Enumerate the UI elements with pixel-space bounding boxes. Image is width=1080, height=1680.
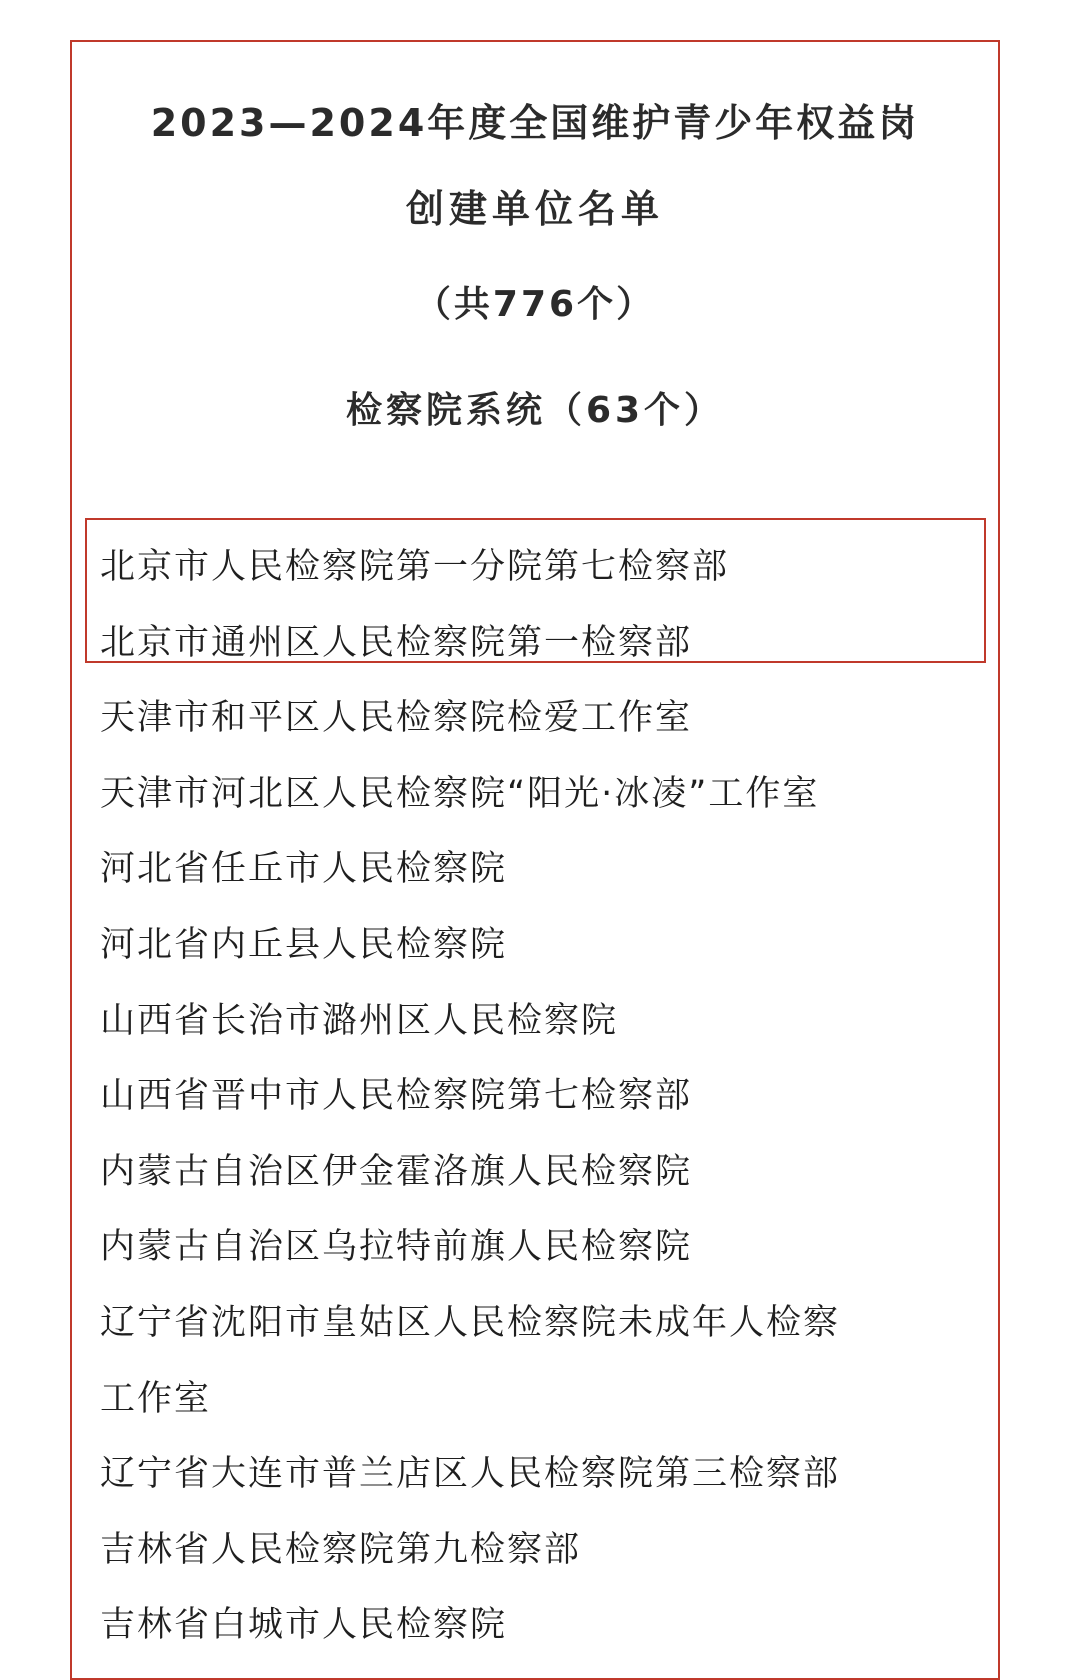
- list-item: 内蒙古自治区乌拉特前旗人民检察院: [100, 1227, 693, 1268]
- list-item: 北京市通州区人民检察院第一检察部: [100, 622, 693, 663]
- list-item: 工作室: [100, 1378, 212, 1419]
- section-heading: 检察院系统（63个）: [345, 390, 725, 431]
- entry-list: [100, 530, 980, 1664]
- list-item: 山西省长治市潞州区人民检察院: [100, 1000, 619, 1041]
- total-count: （共776个）: [414, 284, 656, 325]
- list-item: 天津市河北区人民检察院“阳光·冰凌”工作室: [100, 773, 820, 814]
- title-line-2: 创建单位名单: [405, 187, 664, 231]
- list-item: 天津市和平区人民检察院检爱工作室: [100, 698, 693, 739]
- list-item: 北京市人民检察院第一分院第七检察部: [100, 547, 730, 587]
- list-item: 辽宁省大连市普兰店区人民检察院第三检察部: [100, 1454, 841, 1495]
- list-item: 河北省任丘市人民检察院: [100, 849, 508, 890]
- list-item: 吉林省人民检察院第九检察部: [100, 1529, 582, 1570]
- list-item: 内蒙古自治区伊金霍洛旗人民检察院: [100, 1151, 693, 1192]
- list-item: 辽宁省沈阳市皇姑区人民检察院未成年人检察: [100, 1302, 841, 1343]
- list-item: 吉林省白城市人民检察院: [100, 1605, 508, 1646]
- list-item: 河北省内丘县人民检察院: [100, 924, 508, 965]
- list-item: 山西省晋中市人民检察院第七检察部: [100, 1076, 693, 1117]
- title-line-1: 2023—2024年度全国维护青少年权益岗: [150, 101, 920, 145]
